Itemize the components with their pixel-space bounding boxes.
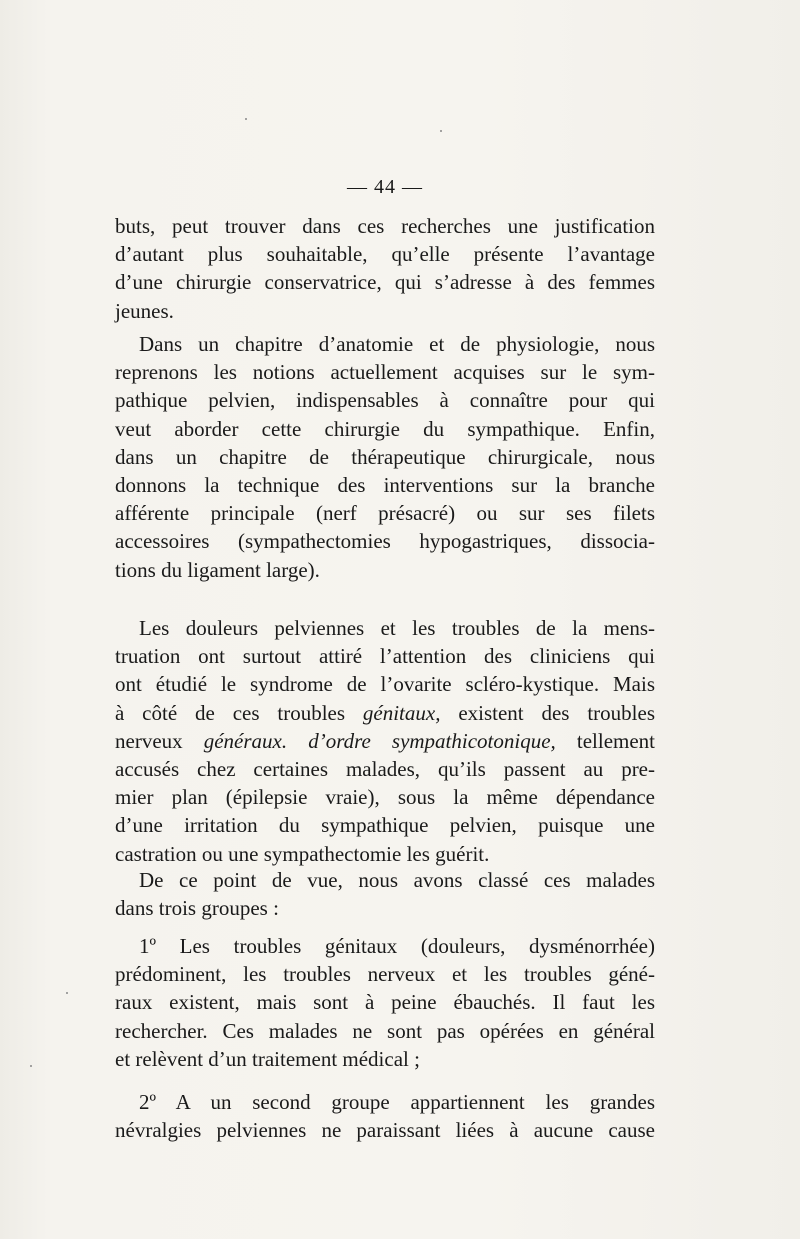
text-line: dans un chapitre de thérapeutique chirurgicale, nous (115, 444, 655, 469)
text-fragment: existent des troubles (440, 700, 655, 725)
paragraph-2 (115, 330, 655, 584)
text-line: donnons la technique des interventions sur la branche (115, 472, 655, 497)
text-line: prédominent, les troubles nerveux et les troubles géné- (115, 962, 655, 987)
text-line: veut aborder cette chirurgie du sympathique. Enfin, (115, 416, 655, 441)
text-line: d’autant plus souhaitable, qu’elle présente l’avantage (115, 242, 655, 267)
text-line: et relèvent d’un traitement médical ; (115, 1046, 420, 1071)
paragraph-1 (115, 212, 655, 325)
paragraph-6 (115, 1088, 655, 1144)
text-line (115, 727, 655, 755)
scan-speck (30, 1065, 32, 1067)
text-line: 1º Les troubles génitaux (douleurs, dysménorrhée) (139, 934, 655, 958)
scan-speck (245, 118, 247, 120)
text-line: Les douleurs pelviennes et les troubles de la mens- (139, 616, 655, 640)
text-line: De ce point de vue, nous avons classé ces malades (139, 868, 655, 892)
scan-speck (440, 130, 442, 132)
text-fragment: nerveux (115, 728, 204, 753)
text-line: névralgies pelviennes ne paraissant liées à aucune cause (115, 1118, 655, 1143)
text-fragment: à côté de ces troubles (115, 700, 363, 725)
text-line: 2º A un second groupe appartiennent les grandes (139, 1090, 655, 1114)
italic-term: génitaux, (362, 700, 441, 725)
text-line: ont étudié le syndrome de l’ovarite scléro-kystique. Mais (115, 672, 655, 697)
text-line: afférente principale (nerf présacré) ou sur ses filets (115, 501, 655, 526)
text-line: d’une chirurgie conservatrice, qui s’adresse à des femmes (115, 270, 655, 295)
text-line: dans trois groupes : (115, 896, 279, 921)
text-line: tions du ligament large). (115, 557, 320, 582)
text-fragment: tellement (555, 728, 656, 753)
text-line: rechercher. Ces malades ne sont pas opérées en général (115, 1018, 655, 1043)
text-line: reprenons les notions actuellement acquises sur le sym- (115, 360, 655, 385)
text-line: castration ou une sympathectomie les guérit. (115, 841, 490, 866)
paragraph-4 (115, 866, 655, 922)
text-line: jeunes. (115, 298, 174, 323)
page-number: — 44 — (347, 176, 423, 198)
text-line: mier plan (épilepsie vraie), sous la même dépendance (115, 785, 655, 810)
text-line: raux existent, mais sont à peine ébauchés. Il faut les (115, 990, 655, 1015)
text-line: accusés chez certaines malades, qu’ils passent au pre- (115, 756, 655, 781)
paragraph-3 (115, 614, 655, 868)
text-line: buts, peut trouver dans ces recherches une justification (115, 214, 655, 238)
text-line (115, 699, 655, 727)
text-line: truation ont surtout attiré l’attention des cliniciens qui (115, 644, 655, 669)
scan-speck (66, 992, 68, 994)
paragraph-5 (115, 932, 655, 1073)
text-line: accessoires (sympathectomies hypogastriques, dissocia- (115, 529, 655, 554)
text-line: d’une irritation du sympathique pelvien, puisque une (115, 813, 655, 838)
italic-term: généraux. d’ordre sympathicotonique, (203, 728, 556, 753)
text-line: pathique pelvien, indispensables à connaître pour qui (115, 388, 655, 413)
text-line: Dans un chapitre d’anatomie et de physiologie, nous (139, 332, 655, 356)
